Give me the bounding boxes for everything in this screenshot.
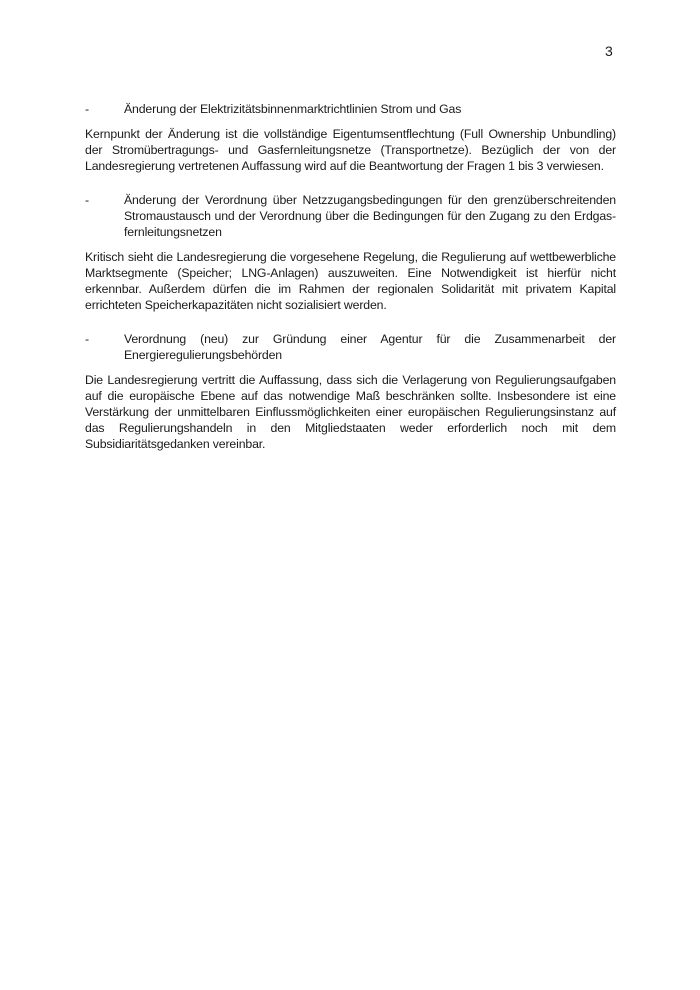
section-paragraph: Kritisch sieht die Landesregierung die vorgesehene Regelung, die Regulierung auf wettbewerbliche Marktsegmente (Speicher; LNG-Anlagen) auszuweiten. Eine Notwendigkeit ist hierfür nicht erkennbar. Außerdem dürfen die im Rahmen der regionalen Solidarität mit privatem Kapital errichteten Speicherkapazitäten nicht sozialisiert werden. xyxy=(85,250,616,312)
bullet-item-electricity-directives xyxy=(85,101,616,117)
page-number: 3 xyxy=(605,43,613,59)
bullet-heading: Verordnung (neu) zur Gründung einer Agentur für die Zusammenarbeit der Energieregulierungsbehörden xyxy=(124,332,616,362)
bullet-heading: Änderung der Verordnung über Netzzugangsbedingungen für den grenzüberschreitenden Stromaustausch und der Verordnung über die Bedingungen für den Zugang zu den Erdgas-fernleitungsnetzen xyxy=(124,193,616,239)
section-paragraph: Die Landesregierung vertritt die Auffassung, dass sich die Verlagerung von Regulierungsaufgaben auf die europäische Ebene auf das notwendige Maß beschränken sollte. Insbesondere ist eine Verstärkung der unmittelbaren Einflussmöglichkeiten einer europäischen Regulierungsinstanz auf das Regulierungshandeln in den Mitgliedstaaten weder erforderlich noch mit dem Subsidiaritätsgedanken vereinbar. xyxy=(85,373,616,451)
bullet-heading: Änderung der Elektrizitätsbinnenmarktrichtlinien Strom und Gas xyxy=(124,102,462,116)
bullet-item-network-access-regulation xyxy=(85,192,616,240)
section-paragraph: Kernpunkt der Änderung ist die vollständige Eigentumsentflechtung (Full Ownership Unbundling) der Stromübertragungs- und Gasfernleitungsnetze (Transportnetze). Bezüglich der von der Landesregierung vertretenen Auffassung wird auf die Beantwortung der Fragen 1 bis 3 verwiesen. xyxy=(85,127,616,173)
document-body xyxy=(85,101,616,452)
bullet-item-agency-regulation xyxy=(85,331,616,363)
bullet-dash: - xyxy=(85,332,89,346)
bullet-dash: - xyxy=(85,102,89,116)
bullet-dash: - xyxy=(85,193,89,207)
